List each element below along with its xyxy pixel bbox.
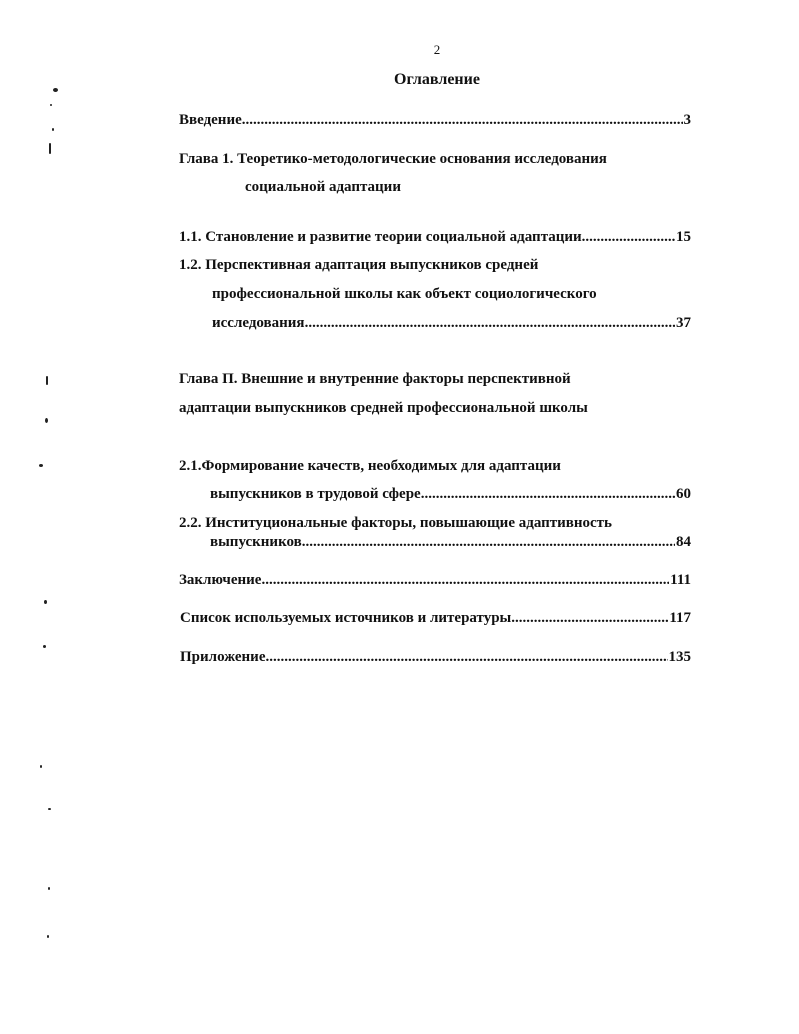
toc-leader [261, 571, 669, 589]
toc-leader [511, 609, 668, 627]
scan-speck [52, 128, 54, 131]
toc-leader [242, 111, 683, 129]
scan-speck [43, 645, 46, 648]
toc-page: 84 [676, 534, 691, 550]
toc-label: 1.1. Становление и развитие теории социальной адаптации [179, 229, 582, 245]
toc-leader [421, 485, 675, 503]
toc-entry-2-1-line2 [210, 485, 691, 503]
toc-entry-1-2-line2: профессиональной школы как объект социологического [212, 286, 597, 302]
toc-leader [302, 533, 675, 551]
scan-speck [45, 418, 48, 423]
toc-label: выпускников [210, 534, 302, 550]
toc-chapter-1-line1: Глава 1. Теоретико-методологические основания исследования [179, 151, 607, 167]
scan-speck [49, 143, 51, 154]
toc-entry-conclusion [179, 571, 691, 589]
toc-label: выпускников в трудовой сфере [210, 486, 421, 502]
toc-leader [582, 228, 675, 246]
toc-entry-2-1-line1: 2.1.Формирование качеств, необходимых для адаптации [179, 458, 561, 474]
scan-speck [48, 887, 50, 890]
toc-entry-sources [180, 609, 691, 627]
toc-entry-1-2-line3 [212, 314, 691, 332]
toc-page: 3 [683, 112, 691, 128]
toc-entry-2-2-line1: 2.2. Институциональные факторы, повышающие адаптивность [179, 515, 612, 531]
toc-page: 117 [669, 610, 691, 626]
scan-speck [48, 808, 51, 810]
scan-speck [53, 88, 58, 92]
toc-label: Заключение [179, 572, 262, 588]
toc-page: 60 [676, 486, 691, 502]
page-number: 2 [433, 42, 441, 57]
toc-leader [265, 648, 667, 666]
toc-chapter-1-line2: социальной адаптации [245, 179, 401, 195]
scan-speck [47, 935, 49, 938]
toc-label: Введение [179, 112, 242, 128]
toc-leader [305, 314, 675, 332]
toc-entry-appendix [180, 648, 691, 666]
scan-speck [39, 464, 43, 467]
toc-label: Список используемых источников и литературы [180, 610, 512, 626]
scan-speck [44, 600, 47, 604]
scan-speck [50, 104, 52, 106]
scan-speck [46, 376, 48, 385]
toc-page: 15 [676, 229, 691, 245]
toc-page: 111 [670, 572, 691, 588]
toc-chapter-2-line1: Глава П. Внешние и внутренние факторы перспективной [179, 371, 571, 387]
toc-entry-1-1 [179, 228, 691, 246]
toc-label: Приложение [180, 649, 266, 665]
toc-entry-2-2-line2 [210, 533, 691, 551]
toc-page: 37 [676, 315, 691, 331]
toc-entry-intro [179, 111, 691, 129]
toc-label: исследования [212, 315, 305, 331]
page-title: Оглавление [394, 71, 480, 88]
toc-entry-1-2-line1: 1.2. Перспективная адаптация выпускников средней [179, 257, 539, 273]
toc-page: 135 [668, 649, 691, 665]
scan-speck [40, 765, 42, 768]
toc-chapter-2-line2: адаптации выпускников средней профессиональной школы [179, 400, 588, 416]
